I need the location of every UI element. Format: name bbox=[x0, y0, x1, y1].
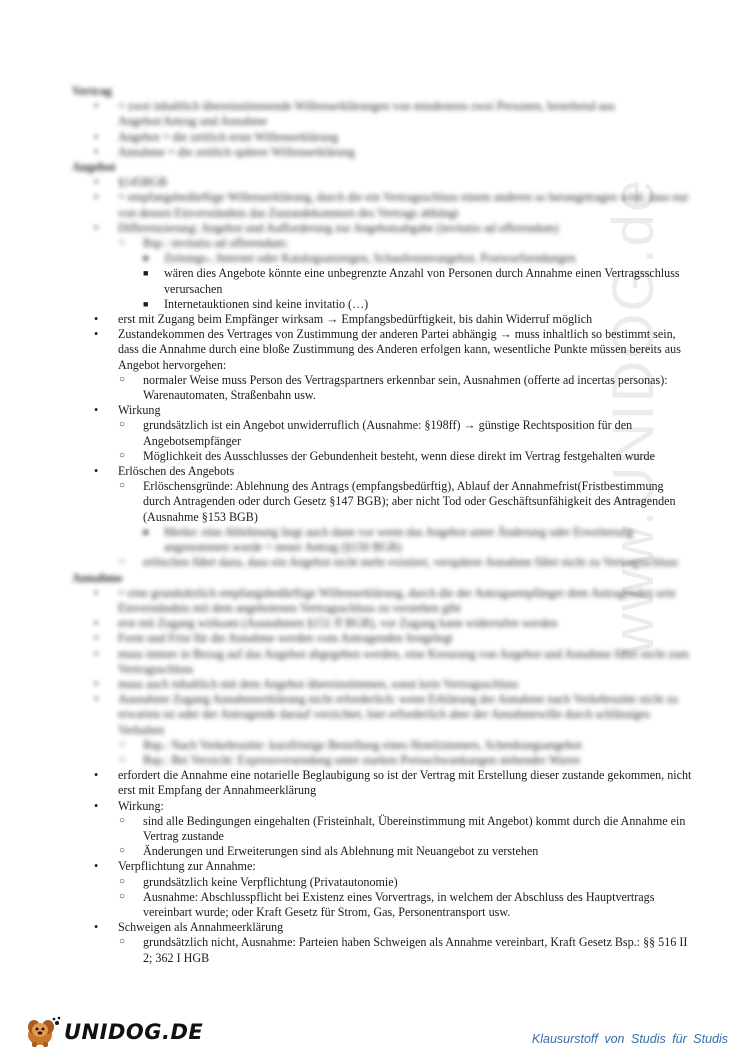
section-heading: Annahme bbox=[72, 570, 123, 585]
list-item bbox=[72, 692, 692, 738]
list-item bbox=[72, 616, 692, 631]
list-item bbox=[72, 130, 692, 145]
bullet-marker: ○ bbox=[119, 845, 126, 857]
list-item bbox=[72, 677, 692, 692]
logo-text: UNIDOG.DE bbox=[64, 1020, 204, 1044]
bullet-marker: ○ bbox=[119, 814, 126, 826]
bullet-marker: • bbox=[94, 175, 99, 190]
list-item bbox=[72, 145, 692, 160]
bullet-marker: ○ bbox=[119, 419, 126, 431]
list-item-text: Änderungen und Erweiterungen sind als Ablehnung mit Neuangebot zu verstehen bbox=[143, 844, 539, 859]
bullet-marker: ■ bbox=[143, 268, 149, 279]
bullet-marker: • bbox=[94, 676, 99, 691]
dog-mascot-icon bbox=[24, 1015, 62, 1049]
list-item bbox=[72, 647, 692, 677]
document-content bbox=[72, 84, 692, 966]
list-item-text: grundsätzlich ist ein Angebot unwiderruflich (Ausnahme: §198ff) → günstige Rechtsposition für den Angebotsempfänger bbox=[143, 418, 633, 448]
list-item-text: sind alle Bedingungen eingehalten (Fristeinhalt, Übereinstimmung mit Angebot) kommt durch die Annahme ein Vertrag zustande bbox=[143, 813, 686, 843]
list-item-text: erst mit Zugang wirksam (Ausnahmen §151 ff BGB), vor Zugang kann widerrufen werden bbox=[118, 616, 558, 631]
bullet-marker: ○ bbox=[119, 936, 126, 948]
list-item-text: §145BGB bbox=[118, 175, 168, 190]
bullet-marker: • bbox=[94, 616, 99, 631]
bullet-marker: ■ bbox=[143, 526, 149, 537]
list-item-text: normaler Weise muss Person des Vertragspartners erkennbar sein, Ausnahmen (offerte ad incertas personas): Warenautomaten, Straßenbahn usw. bbox=[143, 372, 668, 403]
list-item-text: = eine grundsätzlich empfangsbedürftige Willenserklärung, durch die der Antragsempfänger dem Antragenden sein Einverständnis mit dem angebotenen Vertragsschluss zu verstehen gibt bbox=[118, 585, 676, 615]
list-item bbox=[72, 418, 692, 448]
list-item bbox=[72, 221, 692, 236]
list-item-text: erfordert die Annahme eine notarielle Beglaubigung so ist der Vertrag mit Erstellung dieser zustande gekommen, nicht erst mit Empfang der Annahmeerklärung bbox=[118, 768, 692, 798]
bullet-marker: • bbox=[94, 646, 99, 661]
list-item bbox=[72, 464, 692, 479]
list-item bbox=[72, 251, 692, 266]
list-item-text: Zeitungs-, Internet oder Katalogsanzeigen, Schaufensterangebot, Postwurfsendungen bbox=[164, 251, 576, 266]
list-item-text: Bsp.: Bei Verzicht: Expressversendung unter starken Preisschwankungen stehender Waren bbox=[143, 752, 580, 767]
list-item bbox=[72, 175, 692, 190]
section-heading: Angebot bbox=[72, 160, 116, 175]
list-item bbox=[72, 753, 692, 768]
list-item-text: Form und Frist für die Annahme werden vom Antragenden festgelegt bbox=[118, 631, 453, 646]
list-item bbox=[72, 190, 692, 220]
list-item bbox=[72, 875, 692, 890]
bullet-list bbox=[72, 99, 692, 160]
list-item bbox=[72, 99, 692, 129]
list-item bbox=[72, 920, 692, 935]
list-item-text: Erlöschensgründe: Ablehnung des Antrags (empfangsbedürftig), Ablauf der Annahmefrist(Fristbestimmung durch Antragenden oder durch Gesetz §147 BGB); aber nicht Tod oder Geschäftsunfähigkeit des Antragenden (Ausnahme §153 BGB) bbox=[143, 479, 676, 524]
bullet-marker: • bbox=[94, 585, 99, 600]
list-item-text: Differenzierung: Angebot und Aufforderung zur Angebotsabgabe (invitatio ad offerendum) bbox=[118, 220, 559, 235]
list-item bbox=[72, 479, 692, 525]
bullet-marker: • bbox=[94, 190, 99, 205]
unidog-logo[interactable] bbox=[24, 1015, 203, 1049]
section-heading: Vertrag bbox=[72, 84, 112, 98]
watermark: www.UNIDOG.de bbox=[601, 177, 666, 655]
list-item-text: Angebot = die zeitlich erste Willenserklärung bbox=[118, 129, 339, 144]
bullet-marker: • bbox=[94, 631, 99, 646]
bullet-marker: ○ bbox=[119, 237, 126, 249]
list-item-text: Wirkung: bbox=[118, 798, 164, 813]
bullet-marker: ○ bbox=[119, 480, 126, 492]
list-item bbox=[72, 297, 692, 312]
bullet-marker: • bbox=[94, 920, 99, 935]
list-item bbox=[72, 555, 692, 570]
list-item-text: Schweigen als Annahmeerklärung bbox=[118, 920, 284, 935]
bullet-marker: • bbox=[94, 312, 99, 327]
list-item-text: Ausnahme Zugang Annahmeerklärung nicht erforderlich: wenn Erklärung der Annahme nach Verkehrssitte nicht zu erwarten ist oder der Antragende darauf verzichtet, hier erforderlich aber der Annahmewille durch schlüssiges Verhalten bbox=[118, 692, 678, 737]
bullet-marker: • bbox=[94, 99, 99, 114]
bullet-marker: • bbox=[94, 327, 99, 342]
bullet-list bbox=[72, 175, 692, 570]
bullet-marker: ○ bbox=[119, 753, 126, 765]
bullet-marker: • bbox=[94, 403, 99, 418]
list-item bbox=[72, 525, 692, 555]
list-item-text: Bsp.: invitatio ad offerendum: bbox=[143, 236, 289, 251]
bullet-marker: • bbox=[94, 768, 99, 783]
list-item-text: muss immer in Bezug auf das Angebot abgegeben werden, eine Kreuzung von Angebot und Annahme führt nicht zum Vertragsschluss bbox=[118, 646, 689, 676]
list-item bbox=[72, 236, 692, 251]
bullet-marker: ○ bbox=[119, 373, 126, 385]
list-item bbox=[72, 403, 692, 418]
list-item-text: erlöschen führt dazu, dass ein Angebot nicht mehr existiert, verspätete Annahme führt nicht zu Vertragsschluss bbox=[143, 555, 679, 570]
list-item-text: Annahme = die zeitlich spätere Willenserklärung bbox=[118, 144, 355, 159]
list-item-text: grundsätzlich keine Verpflichtung (Privatautonomie) bbox=[143, 874, 398, 889]
bullet-marker: • bbox=[94, 129, 99, 144]
list-item bbox=[72, 844, 692, 859]
list-item bbox=[72, 799, 692, 814]
list-item-text: erst mit Zugang beim Empfänger wirksam → Empfangsbedürftigkeit, bis dahin Widerruf möglich bbox=[118, 312, 593, 327]
bullet-list bbox=[72, 586, 692, 966]
list-item bbox=[72, 768, 692, 798]
list-item-text: Zustandekommen des Vertrages von Zustimmung der anderen Partei abhängig → muss inhaltlich so bestimmt sein, dass die Annahme durch eine bloße Zustimmung des Anderen erfolgen kann, wesentliche Punkte müssen bereits aus Angebot hervorgehen: bbox=[118, 327, 681, 372]
list-item-text: = zwei inhaltlich übereinstimmende Willenserklärungen von mindestens zwei Personen, bestehend aus Angebot/Antrag und Annahme bbox=[118, 99, 615, 129]
list-item bbox=[72, 814, 692, 844]
bullet-marker: ○ bbox=[119, 449, 126, 461]
list-item bbox=[72, 631, 692, 646]
bullet-marker: ○ bbox=[119, 890, 126, 902]
list-item-text: Erlöschen des Angebots bbox=[118, 464, 235, 479]
list-item-text: Wirkung bbox=[118, 403, 161, 418]
bullet-marker: • bbox=[94, 144, 99, 159]
list-item-text: Möglichkeit des Ausschlusses der Gebundenheit besteht, wenn diese direkt im Vertrag festgehalten wurde bbox=[143, 448, 655, 463]
list-item-text: grundsätzlich nicht, Ausnahme: Parteien haben Schweigen als Annahme vereinbart, Kraft Gesetz Bsp.: §§ 516 II 2; 362 I HGB bbox=[143, 935, 688, 965]
list-item bbox=[72, 373, 692, 403]
list-item bbox=[72, 449, 692, 464]
list-item-text: Internetauktionen sind keine invitatio (…) bbox=[164, 296, 369, 311]
bullet-marker: ■ bbox=[143, 298, 149, 309]
list-item-text: wären dies Angebote könnte eine unbegrenzte Anzahl von Personen durch Annahme einen Vertragsschluss verursachen bbox=[164, 266, 680, 296]
bullet-marker: ○ bbox=[119, 875, 126, 887]
list-item-text: muss auch inhaltlich mit dem Angebot übereinstimmen, sonst kein Vertragsschluss bbox=[118, 676, 519, 691]
list-item-text: Bsp.: Nach Verkehrssitte: kurzfristige Bestellung eines Hotelzimmers, Schenkungsangebot bbox=[143, 737, 582, 752]
bullet-marker: • bbox=[94, 798, 99, 813]
list-item bbox=[72, 327, 692, 373]
bullet-marker: ○ bbox=[119, 556, 126, 568]
list-item bbox=[72, 586, 692, 616]
list-item bbox=[72, 738, 692, 753]
list-item-text: Verpflichtung zur Annahme: bbox=[118, 859, 256, 874]
list-item bbox=[72, 890, 692, 920]
list-item-text: = empfangsbedürftige Willenserklärung, durch die ein Vertragsschluss einem anderen so herangetragen wird, dass nur von dessen Einverständnis das Zustandekommen des Vertrags abhängt bbox=[118, 190, 689, 220]
list-item bbox=[72, 266, 692, 296]
list-item bbox=[72, 935, 692, 965]
bullet-marker: • bbox=[94, 220, 99, 235]
bullet-marker: • bbox=[94, 464, 99, 479]
bullet-marker: • bbox=[94, 859, 99, 874]
bullet-marker: ■ bbox=[143, 253, 149, 264]
list-item-text: Ausnahme: Abschlusspflicht bei Existenz eines Vorvertrags, in welchem der Abschluss des Hauptvertrags vereinbart wurde; oder Kraft Gesetz für Strom, Gas, Personentransport usw. bbox=[143, 889, 655, 919]
list-item-text: Merke: eine Ablehnung liegt auch dann vor wenn das Angebot unter Änderung oder Erweiterung angenommen wurde = neuer Antrag (§150 BGB) bbox=[164, 524, 634, 555]
footer-slogan: Klausurstoff von Studis für Studis bbox=[531, 1032, 728, 1046]
list-item bbox=[72, 312, 692, 327]
list-item bbox=[72, 859, 692, 874]
bullet-marker: ○ bbox=[119, 738, 126, 750]
bullet-marker: • bbox=[94, 692, 99, 707]
